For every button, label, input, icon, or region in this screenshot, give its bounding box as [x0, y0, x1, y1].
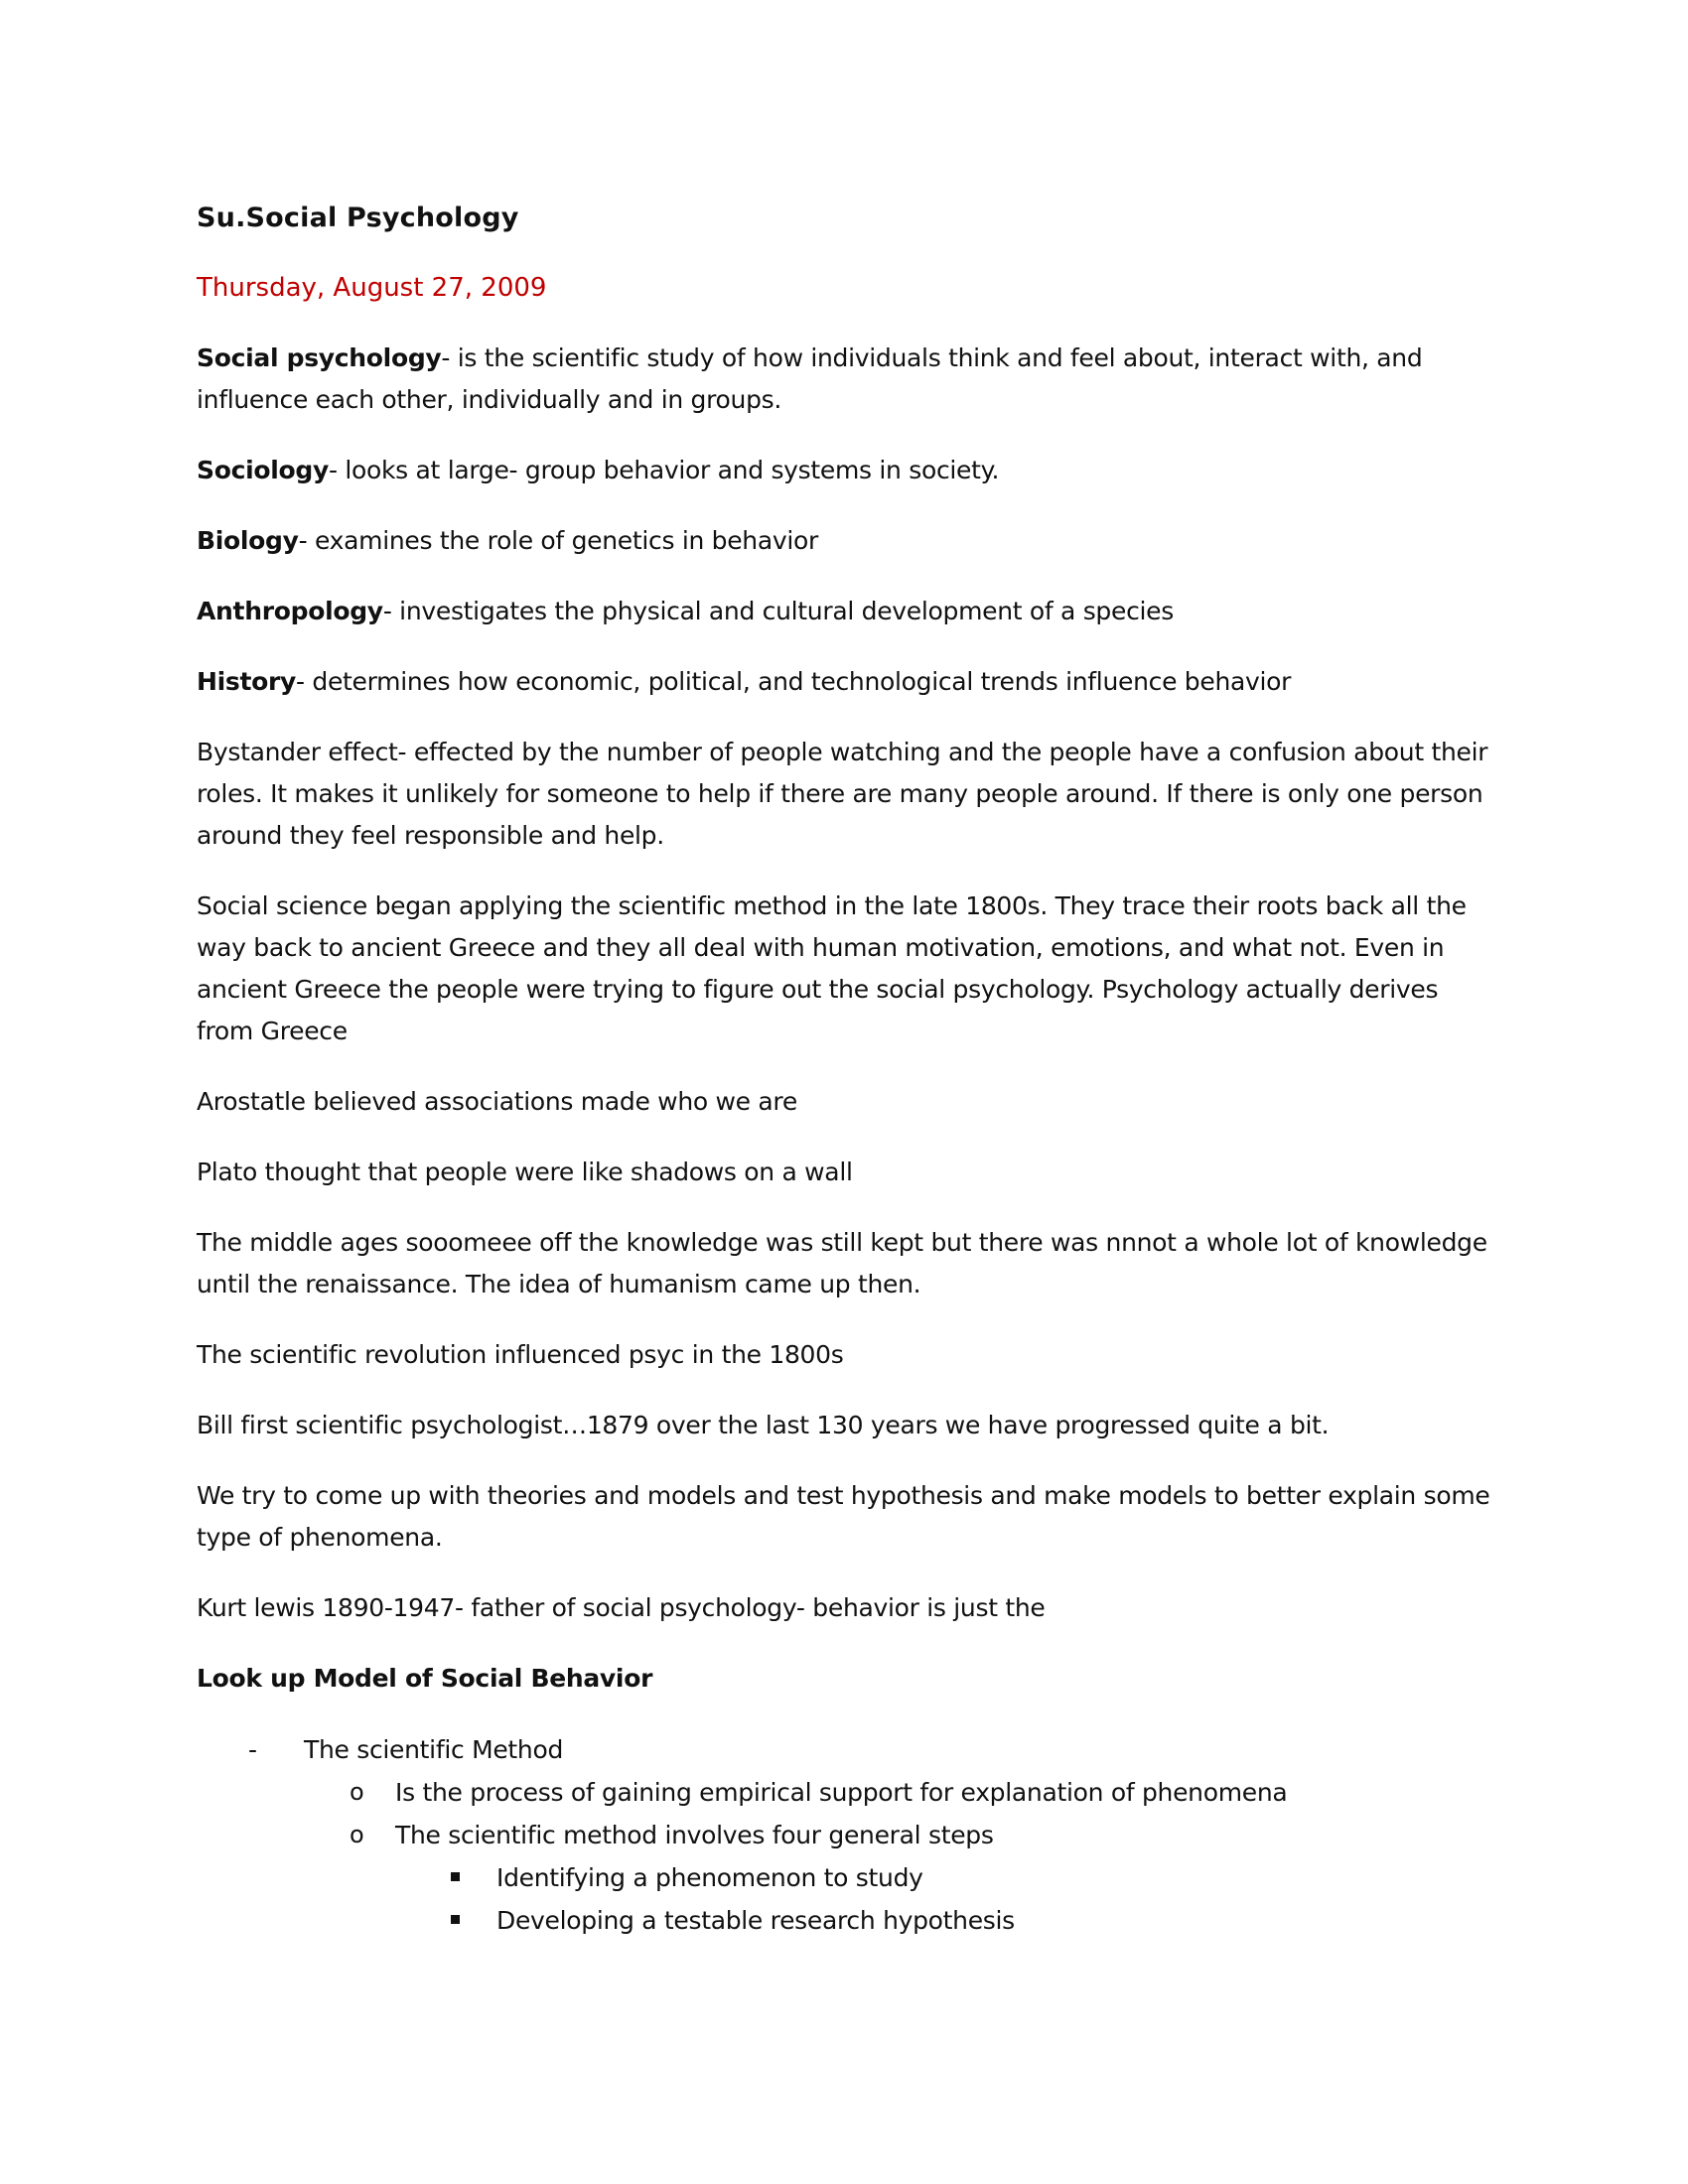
definition-text: - investigates the physical and cultural development of a species — [382, 597, 1174, 625]
square-bullet-icon — [451, 1899, 460, 1942]
definition-text: - looks at large- group behavior and systems in society. — [328, 456, 1000, 484]
list-item-text: Is the process of gaining empirical support for explanation of phenomena — [395, 1778, 1288, 1807]
circle-bullet: o — [350, 1778, 364, 1806]
definition-text: - is the scientific study of how individuals think and feel about, interact with, and influence each other, individually and in groups. — [197, 343, 1423, 414]
document-title: Su.Social Psychology — [197, 203, 519, 233]
list-item — [197, 1771, 1497, 1814]
definition-term: History — [197, 667, 297, 696]
paragraph-plato: Plato thought that people were like shadows on a wall — [197, 1158, 853, 1186]
definition-history — [197, 661, 1497, 703]
paragraph-middle-ages: The middle ages sooomeee off the knowledge was still kept but there was nnnot a whole lot of knowledge until the renaissance. The idea of humanism came up then. — [197, 1228, 1487, 1298]
definition-term: Social psychology — [197, 343, 442, 372]
list-item-text: The scientific method involves four general steps — [395, 1821, 994, 1849]
list-item — [197, 1899, 1497, 1942]
definition-text: - determines how economic, political, and technological trends influence behavior — [296, 667, 1292, 696]
circle-bullet: o — [350, 1821, 364, 1848]
paragraph-kurt-lewis: Kurt lewis 1890-1947- father of social psychology- behavior is just the — [197, 1593, 1046, 1622]
list-item-text: Developing a testable research hypothesis — [496, 1906, 1015, 1935]
bold-heading: Look up Model of Social Behavior — [197, 1664, 653, 1693]
definition-term: Biology — [197, 526, 299, 555]
definition-sociology — [197, 450, 1497, 491]
definition-text: - examines the role of genetics in behavior — [298, 526, 818, 555]
paragraph-social-science-history: Social science began applying the scientific method in the late 1800s. They trace their roots back all the way back to ancient Greece and they all deal with human motivation, emotions, and what not. Even in ancient Greece the people were trying to figure out the social psychology. Psychology actually derives from Greece — [197, 891, 1467, 1045]
paragraph-theories-models: We try to come up with theories and models and test hypothesis and make models to better explain some type of phenomena. — [197, 1481, 1490, 1552]
square-bullet-icon — [451, 1856, 460, 1899]
list-item — [197, 1856, 1497, 1899]
paragraph-arostatle: Arostatle believed associations made who we are — [197, 1087, 797, 1116]
document-body — [197, 199, 1497, 1942]
definition-term: Anthropology — [197, 597, 383, 625]
definition-term: Sociology — [197, 456, 329, 484]
paragraph-first-psychologist: Bill first scientific psychologist…1879 over the last 130 years we have progressed quite a bit. — [197, 1411, 1330, 1439]
list-item-text: Identifying a phenomenon to study — [496, 1863, 923, 1892]
dash-bullet: - — [248, 1735, 257, 1764]
definition-social-psychology — [197, 338, 1497, 421]
list-item-text: The scientific Method — [304, 1735, 564, 1764]
document-date: Thursday, August 27, 2009 — [197, 273, 547, 303]
paragraph-bystander-effect: Bystander effect- effected by the number of people watching and the people have a confusion about their roles. It makes it unlikely for someone to help if there are many people around. If there is only one person around they feel responsible and help. — [197, 738, 1488, 850]
definition-anthropology — [197, 591, 1497, 632]
definition-biology — [197, 520, 1497, 562]
list-item — [197, 1814, 1497, 1856]
list-item — [197, 1728, 1497, 1771]
paragraph-scientific-revolution: The scientific revolution influenced psyc in the 1800s — [197, 1340, 844, 1369]
outline-list — [197, 1728, 1497, 1942]
